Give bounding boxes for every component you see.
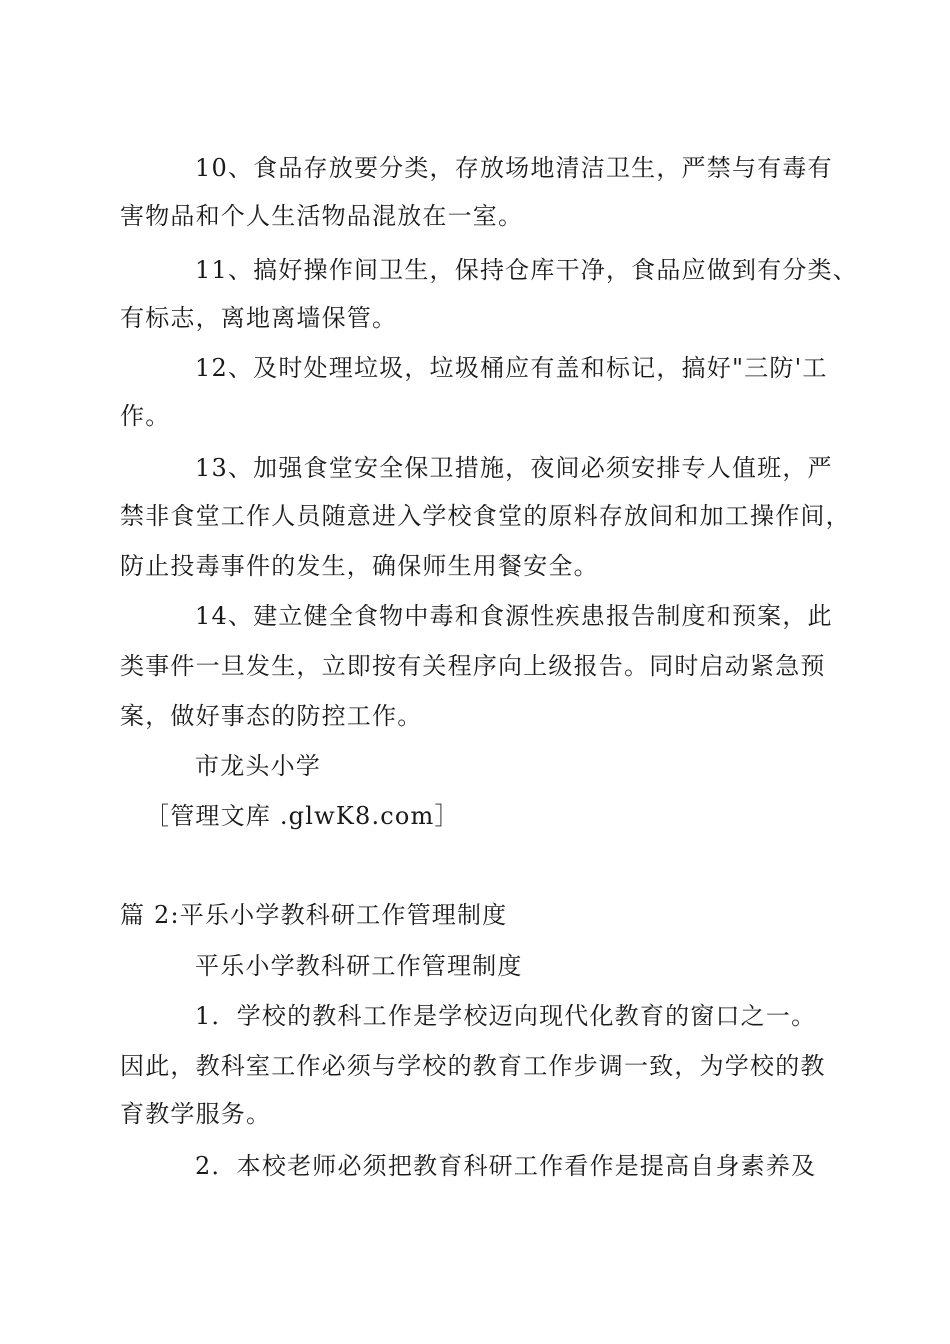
rule-1-line-1: 1．学校的教科工作是学校迈向现代化教育的窗口之一。 [195, 1002, 817, 1030]
paragraph-14-line-1: 14、建立健全食物中毒和食源性疾患报告制度和预案，此 [195, 602, 833, 630]
paragraph-13-line-1: 13、加强食堂安全保卫措施，夜间必须安排专人值班，严 [195, 454, 833, 482]
paragraph-13-line-2: 禁非食堂工作人员随意进入学校食堂的原料存放间和加工操作间， [120, 502, 851, 530]
paragraph-11-line-1: 11、搞好操作间卫生，保持仓库干净，食品应做到有分类、 [195, 256, 858, 284]
section-heading: 篇 2:平乐小学教科研工作管理制度 [120, 901, 508, 929]
rule-2-line-1: 2．本校老师必须把教育科研工作看作是提高自身素养及 [195, 1152, 817, 1180]
rule-1-line-3: 育教学服务。 [120, 1100, 272, 1128]
paragraph-14-line-2: 类事件一旦发生，立即按有关程序向上级报告。同时启动紧急预 [120, 652, 826, 680]
section-title: 平乐小学教科研工作管理制度 [195, 952, 523, 980]
source-note: ［管理文库 .glwK8.com］ [145, 802, 460, 830]
paragraph-10-line-2: 害物品和个人生活物品混放在一室。 [120, 202, 524, 230]
paragraph-13-line-3: 防止投毒事件的发生，确保师生用餐安全。 [120, 552, 599, 580]
rule-1-line-2: 因此，教科室工作必须与学校的教育工作步调一致，为学校的教 [120, 1052, 826, 1080]
paragraph-11-line-2: 有标志，离地离墙保管。 [120, 304, 398, 332]
paragraph-10-line-1: 10、食品存放要分类，存放场地清洁卫生，严禁与有毒有 [195, 154, 833, 182]
signature-school: 市龙头小学 [195, 752, 321, 780]
paragraph-12-line-2: 作。 [120, 402, 171, 430]
paragraph-12-line-1: 12、及时处理垃圾，垃圾桶应有盖和标记，搞好"三防'工 [195, 354, 828, 382]
paragraph-14-line-3: 案，做好事态的防控工作。 [120, 702, 423, 730]
